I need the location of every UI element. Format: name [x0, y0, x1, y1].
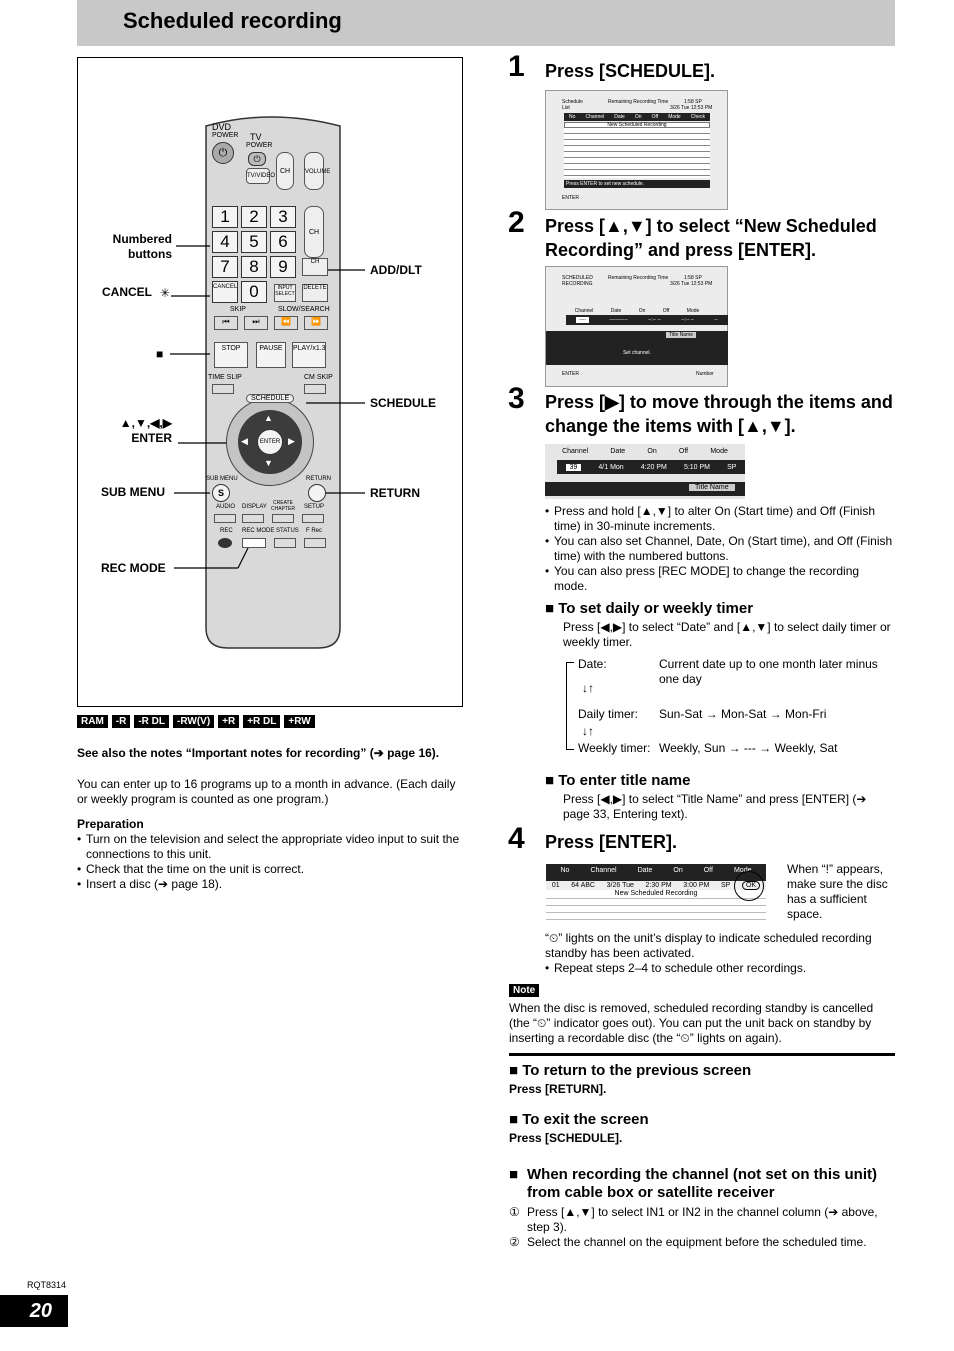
- edit-schedule-screen: [545, 444, 745, 499]
- digit-button[interactable]: 9: [270, 256, 296, 278]
- disc-badge: -R DL: [134, 715, 169, 728]
- display-label: DISPLAY: [242, 504, 267, 510]
- new-schedule-columns: Channel Date On Off Mode: [574, 308, 700, 314]
- rewind-button[interactable]: ⏪: [274, 316, 298, 330]
- cable-step-1-number: ①: [509, 1205, 520, 1219]
- sub-menu-button[interactable]: S: [212, 484, 230, 502]
- new-scheduled-recording-row[interactable]: New Scheduled Recording: [564, 122, 710, 128]
- screen-message: Set channel.: [546, 341, 728, 365]
- repeat-steps-text: • Repeat steps 2–4 to schedule other recordings.: [545, 961, 895, 976]
- create-chapter-button[interactable]: [272, 514, 294, 523]
- daily-weekly-title: ■ To set daily or weekly timer: [545, 600, 753, 618]
- return-button[interactable]: [308, 484, 326, 502]
- ch-rocker[interactable]: CH: [304, 206, 324, 258]
- schedule-callout: SCHEDULE: [370, 396, 437, 410]
- cable-step-1-text: Press [▲,▼] to select IN1 or IN2 in the channel column (➔ above, step 3).: [527, 1205, 878, 1234]
- digit-zero-button[interactable]: 0: [241, 281, 267, 303]
- screen-footer-message: Press ENTER to set new schedule.: [564, 180, 710, 188]
- schedule-table-rows: [564, 128, 710, 178]
- cancel-button[interactable]: CANCEL: [212, 281, 238, 303]
- see-also-note: See also the notes “Important notes for recording” (➔ page 16).: [77, 746, 440, 760]
- title-name-section-title: ■ To enter title name: [545, 772, 690, 790]
- slow-search-label: SLOW/SEARCH: [278, 306, 330, 313]
- skip-label: SKIP: [230, 306, 246, 313]
- right-arrow-icon: ▶: [288, 436, 295, 446]
- remaining-time-label: Remaining Recording Time: [608, 275, 669, 281]
- daily-row-label: Daily timer:: [578, 707, 639, 721]
- return-label: RETURN: [306, 476, 331, 482]
- digit-button[interactable]: 5: [241, 231, 267, 253]
- digit-button[interactable]: 8: [241, 256, 267, 278]
- new-schedule-screen: [545, 266, 728, 387]
- scheduled-row[interactable]: 01 64 ABC 3/26 Tue 2:30 PM 3:00 PM SP OK: [546, 881, 766, 890]
- arrows-enter-label: ▲,▼,◀,▶ ENTER: [119, 416, 172, 445]
- disc-badge: -RW(V): [173, 715, 214, 728]
- down-arrow-icon: ▼: [264, 458, 273, 468]
- rec-button[interactable]: [218, 538, 232, 548]
- exit-section-text: Press [SCHEDULE].: [509, 1131, 623, 1145]
- list-item: • Turn on the television and select the appropriate video input to suit the connections to this unit.: [77, 832, 467, 862]
- screen-date: 3/26 Tue 12:53 PM: [670, 105, 713, 111]
- cm-skip-label: CM SKIP: [304, 374, 333, 381]
- skip-forward-button[interactable]: ⏭: [244, 316, 268, 330]
- title-name-bar: [546, 331, 728, 341]
- digit-button[interactable]: 2: [241, 206, 267, 228]
- title-name-section-text: Press [◀,▶] to select “Title Name” and press [ENTER] (➔ page 33, Entering text).: [563, 792, 867, 821]
- note-badge: Note: [509, 984, 539, 997]
- date-row-label: Date:: [578, 657, 607, 671]
- list-item: • Check that the time on the unit is correct.: [77, 862, 467, 877]
- add-dlt-callout: ADD/DLT: [370, 263, 422, 277]
- display-button[interactable]: [242, 514, 264, 523]
- cable-step-2-number: ②: [509, 1235, 520, 1249]
- disc-badge: +R: [218, 715, 239, 728]
- schedule-table-header: No Channel Date On Off Mode Check: [564, 113, 710, 121]
- sub-menu-callout: SUB MENU: [101, 485, 166, 499]
- list-item: • You can also press [REC MODE] to change the recording mode.: [545, 564, 895, 594]
- intro-text: You can enter up to 16 programs up to a month in advance. (Each daily or weekly program is counted as one program.): [77, 777, 456, 806]
- step-2-number: 2: [508, 206, 525, 239]
- remaining-time-label: Remaining Recording Time: [608, 99, 669, 105]
- tv-label: TV: [250, 132, 262, 142]
- enter-hint: ENTER: [562, 371, 579, 377]
- step-2-title: Press [▲,▼] to select “New Scheduled Recording” and press [ENTER].: [545, 216, 877, 260]
- daily-row-value: Sun-Sat → Mon-Sat → Mon-Fri: [659, 707, 827, 721]
- step-1-number: 1: [508, 50, 525, 83]
- digit-button[interactable]: 6: [270, 231, 296, 253]
- cable-section-marker: ■: [509, 1166, 519, 1183]
- preparation-list: [77, 832, 467, 892]
- status-button[interactable]: [274, 538, 296, 548]
- step-3-bullets: [545, 504, 895, 594]
- rec-label: REC: [220, 528, 233, 534]
- pause-button[interactable]: PAUSE: [256, 342, 286, 368]
- cable-section-title: When recording the channel (not set on this unit) from cable box or satellite receiver: [527, 1166, 877, 1201]
- title-name-field[interactable]: Title Name: [666, 332, 696, 338]
- screen-heading: Schedule List: [562, 99, 583, 111]
- add-dlt-button[interactable]: CH: [302, 258, 328, 276]
- page-header: [77, 0, 895, 46]
- rec-mode-small-label: REC MODE: [242, 528, 275, 534]
- disc-badge: -R: [112, 715, 131, 728]
- cm-skip-button[interactable]: [304, 384, 326, 394]
- date-row-value: Current date up to one month later minus one day: [659, 657, 878, 686]
- scheduled-list-screen: [546, 864, 766, 926]
- left-arrow-icon: ◀: [241, 436, 248, 446]
- time-slip-label: TIME SLIP: [208, 374, 242, 381]
- tv-video-button[interactable]: TV/VIDEO: [246, 168, 270, 184]
- step-4-title: Press [ENTER].: [545, 832, 678, 852]
- dvd-label: DVD: [212, 122, 232, 132]
- asterisk-icon: ✳: [160, 286, 171, 300]
- create-chapter-label: CREATE CHAPTER: [271, 500, 295, 512]
- scheduled-list-columns: No Channel Date On Off Mode: [560, 867, 752, 874]
- play-button[interactable]: PLAY/x1.3: [292, 342, 326, 368]
- sub-menu-label: SUB MENU: [206, 476, 238, 482]
- stop-label: ■: [156, 347, 164, 361]
- status-label: STATUS: [276, 528, 299, 534]
- cable-step-2-text: Select the channel on the equipment before the scheduled time.: [527, 1235, 867, 1249]
- setup-button[interactable]: [302, 514, 324, 523]
- digit-button[interactable]: 4: [212, 231, 238, 253]
- step-1-title: Press [SCHEDULE].: [545, 61, 716, 81]
- remaining-time-value: 1:58 SP: [684, 275, 702, 281]
- f-rec-label: F Rec: [306, 528, 323, 534]
- digit-button[interactable]: 7: [212, 256, 238, 278]
- list-item: • You can also set Channel, Date, On (Start time), and Off (Finish time) with the numbered buttons.: [545, 534, 895, 564]
- dvd-power-label: POWER: [212, 132, 239, 139]
- stop-button[interactable]: STOP: [214, 342, 248, 368]
- disc-badge: RAM: [77, 715, 108, 728]
- tv-power-button[interactable]: ⏻: [248, 152, 266, 166]
- check-ok-badge: OK: [742, 881, 760, 890]
- weekly-row-label: Weekly timer:: [578, 741, 651, 755]
- check-highlight-circle: [734, 871, 764, 901]
- schedule-list-screen: [545, 90, 728, 210]
- audio-label: AUDIO: [216, 504, 236, 510]
- note-text: When the disc is removed, scheduled recording standby is cancelled (the “⏲” indicator goes out). You can put the unit back on standby by inserting a recordable disc (the “⏲” lights on again).: [509, 1001, 874, 1045]
- volume-rocker[interactable]: VOLUME: [304, 152, 324, 190]
- remaining-time-value: 1:58 SP: [684, 99, 702, 105]
- section-divider: [509, 1053, 895, 1056]
- title-name-field[interactable]: Title Name: [689, 484, 735, 491]
- tv-power-label: POWER: [246, 142, 273, 149]
- new-scheduled-recording-row[interactable]: New Scheduled Recording: [546, 890, 766, 898]
- list-item: • Press and hold [▲,▼] to alter On (Start time) and Off (Finish time) in 30-minute increments.: [545, 504, 895, 534]
- title-name-bar: [545, 482, 745, 496]
- setup-label: SETUP: [304, 504, 325, 510]
- exit-section-title: ■ To exit the screen: [509, 1111, 649, 1129]
- up-arrow-icon: ▲: [264, 413, 273, 423]
- disc-type-badges: [77, 715, 315, 728]
- screen-heading: SCHEDULED RECORDING: [562, 275, 593, 287]
- return-section-title: ■ To return to the previous screen: [509, 1062, 751, 1080]
- time-slip-button[interactable]: [212, 384, 234, 394]
- preparation-title: Preparation: [77, 817, 144, 831]
- delete-button[interactable]: DELETE: [302, 284, 328, 302]
- edit-schedule-values: 39 4/1 Mon 4:20 PM 5:10 PM SP: [557, 460, 745, 474]
- cancel-label: CANCEL: [102, 285, 152, 299]
- rec-mode-callout: REC MODE: [101, 561, 166, 575]
- page-number: 20: [0, 1295, 68, 1327]
- daily-weekly-text: Press [◀,▶] to select “Date” and [▲,▼] to select daily timer or weekly timer.: [563, 620, 891, 649]
- disc-space-note: When “!” appears, make sure the disc has a sufficient space.: [787, 862, 888, 921]
- input-select-button[interactable]: INPUT SELECT: [274, 284, 296, 302]
- step-3-title: Press [▶] to move through the items and change the items with [▲,▼].: [545, 392, 893, 436]
- remote-control-illustration: [78, 58, 462, 706]
- return-callout: RETURN: [370, 486, 420, 500]
- dvd-power-button[interactable]: ⏻: [212, 142, 234, 164]
- digit-button[interactable]: 3: [270, 206, 296, 228]
- skip-back-button[interactable]: ⏮: [214, 316, 238, 330]
- enter-button[interactable]: ENTER: [257, 429, 283, 455]
- f-rec-button[interactable]: [304, 538, 326, 548]
- enter-hint: ENTER: [562, 195, 579, 201]
- edit-schedule-columns: Channel Date On Off Mode: [562, 448, 728, 455]
- cycle-arrows: ↓↑: [582, 681, 594, 695]
- list-item: • Insert a disc (➔ page 18).: [77, 877, 467, 892]
- page-title: Scheduled recording: [123, 8, 342, 33]
- digit-button[interactable]: 1: [212, 206, 238, 228]
- numbered-buttons-label: Numbered buttons: [112, 232, 172, 261]
- number-hint: Number: [696, 371, 714, 377]
- audio-button[interactable]: [214, 514, 236, 523]
- cycle-bracket: [566, 662, 574, 750]
- fast-forward-button[interactable]: ⏩: [304, 316, 328, 330]
- document-code: RQT8314: [27, 1280, 67, 1290]
- tv-ch-rocker[interactable]: CH: [276, 152, 294, 190]
- step-4-number: 4: [508, 822, 525, 855]
- standby-text: “⏲” lights on the unit’s display to indicate scheduled recording standby has been activated.: [545, 931, 872, 960]
- disc-badge: +R DL: [243, 715, 280, 728]
- disc-badge: +RW: [284, 715, 314, 728]
- weekly-row-value: Weekly, Sun → --- → Weekly, Sat: [659, 741, 838, 755]
- step-3-number: 3: [508, 382, 525, 415]
- rec-mode-button[interactable]: [242, 538, 266, 548]
- remote-illustration-box: [77, 57, 463, 707]
- return-section-text: Press [RETURN].: [509, 1082, 607, 1096]
- screen-date: 3/26 Tue 12:53 PM: [670, 281, 713, 287]
- schedule-button[interactable]: SCHEDULE: [246, 394, 294, 403]
- new-schedule-values: ---- ----------- --:-- -- --:-- -- --: [566, 315, 728, 325]
- cycle-arrows: ↓↑: [582, 724, 594, 738]
